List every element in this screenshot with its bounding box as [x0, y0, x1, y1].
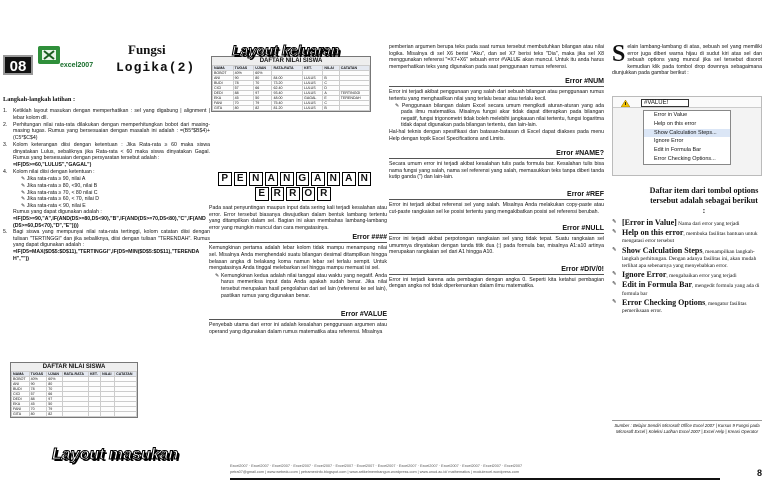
grade-item: ✎ Jika rata-rata ≥ 90, nilai A — [21, 176, 86, 183]
table-cell: GAGAL — [303, 96, 323, 101]
table-cell: NAMA — [213, 66, 234, 71]
table-cell: A — [323, 91, 339, 96]
table-cell: TUGAS — [29, 372, 47, 377]
table-cell: 80 — [29, 412, 47, 417]
table-cell: 50 — [47, 402, 63, 407]
table-cell: 80 — [254, 76, 272, 81]
rumus-intro: Rumus yang dapat digunakan adalah : — [13, 209, 102, 216]
num-bullet: ✎ Penggunaan bilangan dalam Excel secara umum mengikuti aturan-aturan yang ada pada ilmu matematika. Misalnya fungsi akar tidak dapat diterapkan pada bilangan negatif, fungsi trigonometri tidak boleh melebihi jangkauan nilai tertentu, fungsi logaritma tidak dapat digunakan pada bilangan tertentu, dan lain-lain. — [395, 102, 605, 129]
grade-item: ✎ Jika rata-rata < 90, nilai E — [21, 202, 86, 209]
table-row — [213, 106, 370, 111]
table-cell: 60% — [47, 377, 63, 382]
table-row — [213, 66, 370, 71]
table-cell: 80 — [47, 382, 63, 387]
table-cell: 40% — [29, 377, 47, 382]
num-after: Hal-hal teknis dengan spesifikasi dan batasan-batasan di Excel dapat diakses pada menu Help dengan topik Excel Specifications and Limits. — [389, 128, 604, 142]
chapter-title: Fungsi — [128, 42, 166, 57]
table-cell: 45 — [233, 96, 254, 101]
error-options-menu — [643, 110, 731, 165]
table-cell: NAMA — [12, 372, 30, 377]
heading-error-hash: Error #### — [209, 234, 387, 243]
heading-letter: E — [234, 172, 248, 186]
options-list — [612, 219, 764, 316]
table-cell: GITA — [213, 106, 234, 111]
drop-cap: S — [612, 41, 626, 67]
table-cell: CATATAN — [339, 66, 369, 71]
table-cell: LULUS — [303, 81, 323, 86]
step-item: 2. Perhitungan nilai rata-rata dilakukan dengan memperhitungkan bobot dari masing-masing tugas. Rumus yang bersesuaian dengan masalah ini adalah : =(B5*$B$4)+(C5*$C$4) — [3, 121, 210, 141]
table-cell: 97 — [254, 91, 272, 96]
table-cell: 50 — [254, 96, 272, 101]
table-cell: ANI — [213, 76, 234, 81]
formula-ket: =IF(D5>=60,"LULUS","GAGAL") — [13, 162, 92, 169]
output-table — [211, 56, 371, 112]
heading-error-null: Error #NULL — [389, 225, 604, 234]
input-table — [10, 362, 138, 418]
table-cell: FANI — [213, 101, 234, 106]
table-cell: 82 — [47, 412, 63, 417]
menu-item-error-in-value[interactable]: Error in Value — [654, 112, 688, 118]
right-text — [389, 44, 604, 290]
steps-heading: Langkah-langkah latihan : — [3, 96, 76, 103]
table-cell: 60% — [254, 71, 272, 76]
table-cell: UJIAN — [47, 372, 63, 377]
table-cell: 90 — [29, 382, 47, 387]
table-cell: BUDI — [12, 387, 30, 392]
pencil-icon: ✎ — [612, 271, 617, 278]
table-cell: 62.40 — [272, 86, 303, 91]
table-cell: E — [323, 96, 339, 101]
div-paragraph: Error ini terjadi karena ada pembagian dengan angka 0. Seperti kita ketahui pembagian dengan angka nol tidak diperkenankan dalam ilmu matematika. — [389, 276, 604, 290]
steps-list — [3, 108, 210, 263]
heading-letter: A — [265, 172, 279, 186]
table-cell: 78 — [29, 387, 47, 392]
pencil-icon: ✎ — [612, 219, 617, 225]
table-cell: 78 — [233, 81, 254, 86]
table-cell: 90 — [233, 76, 254, 81]
heading-letter: N — [280, 172, 294, 186]
table-cell: 79 — [47, 407, 63, 412]
table-cell: LULUS — [303, 101, 323, 106]
table-row — [12, 372, 137, 377]
middle-text — [209, 205, 387, 335]
table-row — [12, 412, 137, 417]
heading-penanganan — [218, 172, 371, 186]
source-note: Sumber : Belajar Sendiri Microsoft Office Excel 2007 | Kursus 9 Fungsi pada Microsoft Excel | Koleksi Latihan Excel 2007 | Excel Help | Kreasi Operator — [612, 420, 762, 434]
menu-item-ignore[interactable]: Ignore Error — [654, 138, 684, 145]
table-cell: B — [323, 106, 339, 111]
heading-letter: R — [271, 187, 285, 201]
output-table-grid — [212, 65, 370, 111]
heading-error-ref: Error #REF — [389, 191, 604, 200]
heading-error-div: Error #DIV/0! — [389, 266, 604, 275]
warning-icon[interactable] — [621, 100, 630, 107]
table-cell: FANI — [12, 407, 30, 412]
table-cell — [339, 106, 369, 111]
table-cell: 84.00 — [272, 76, 303, 81]
null-paragraph: Error ini terjadi akibat perpotongan rangkaian sel yang tidak tepat. Suatu rangkaian sel umumnya dinyatakan dengan tanda titik dua (:) pada formula bar, misalnya A1:a10 artinya merupakan rangkaian sel dari A1 hingga A10. — [389, 236, 604, 256]
input-table-title: DAFTAR NILAI SISWA — [11, 363, 137, 371]
table-cell: CICI — [12, 392, 30, 397]
table-cell: 79 — [254, 101, 272, 106]
list-item: ✎ [Error in Value] Nama dari error yang terjadi — [612, 218, 740, 227]
table-cell: 97 — [47, 397, 63, 402]
heading-error-num: Error #NUM — [389, 78, 604, 87]
table-cell: EKA — [213, 96, 234, 101]
table-cell: B — [323, 76, 339, 81]
num-paragraph: Error ini terjadi akibat penggunaan yang salah dari sebuah bilangan atau penggunaan rumus tertentu yang menghasilkan nilai yang terlalu besar atau terlalu kecil. — [389, 89, 604, 102]
heading-error-value: Error #VALUE — [209, 311, 387, 320]
logo-text: excel2007 — [60, 62, 94, 69]
table-cell: 70 — [254, 81, 272, 86]
table-cell: 82 — [254, 106, 272, 111]
options-list-title: Daftar item dari tombol options tersebut adalah sebagai berikut : — [649, 186, 759, 215]
heading-letter: R — [286, 187, 300, 201]
table-cell: 80 — [233, 106, 254, 111]
table-cell: TUGAS — [233, 66, 254, 71]
heading-letter: N — [358, 172, 372, 186]
output-table-title: DAFTAR NILAI SISWA — [212, 57, 370, 65]
pencil-icon: ✎ — [612, 298, 617, 305]
heading-letter: O — [302, 187, 316, 201]
heading-letter: G — [296, 172, 310, 186]
table-cell: 70 — [29, 407, 47, 412]
menu-item-edit-formula-bar[interactable]: Edit in Formula Bar — [654, 147, 702, 154]
table-cell: 73.20 — [272, 81, 303, 86]
table-cell: C — [323, 101, 339, 106]
menu-item-show-steps[interactable]: Show Calculation Steps... — [644, 129, 730, 138]
heading-letter: E — [255, 187, 269, 201]
ref-paragraph: Error ini terjadi akibat referensi sel yang salah. Misalnya Anda melakukan copy-paste atau cut-paste rangkaian sel ke posisi tertentu yang mengakibatkan posisi sel referensi berubah. — [389, 201, 604, 215]
table-cell: GITA — [12, 412, 30, 417]
layout-keluaran-label: Layout keluaran — [232, 42, 340, 58]
step-item: 5. Bagi siswa yang mempunyai nilai rata-rata tertinggi, kolom catatan diisi dengan tulisan "TERTINGGI" dan jika sebaliknya, diisi dengan tulisan "TERENDAH". Rumus yang dapat digunakan adalah : — [3, 229, 210, 249]
table-cell: DEDI — [12, 397, 30, 402]
table-cell — [62, 412, 88, 417]
chapter-subtitle: Logika(2) — [116, 60, 196, 75]
table-cell — [88, 412, 100, 417]
heading-letter: P — [218, 172, 232, 186]
footer-bar — [230, 478, 720, 480]
chapter-number: 08 — [3, 55, 33, 75]
list-item: ✎ Ignore Error, mengabaikan error yang terjadi — [612, 270, 737, 280]
table-cell: BUDI — [213, 81, 234, 86]
table-cell: 70 — [233, 101, 254, 106]
pencil-icon: ✎ — [612, 246, 617, 253]
table-cell: DEDI — [213, 91, 234, 96]
excel-logo-icon — [34, 42, 74, 76]
table-cell: LULUS — [303, 76, 323, 81]
table-cell: 57 — [233, 86, 254, 91]
table-cell: EKA — [12, 402, 30, 407]
hash-paragraph: Kemungkinan pertama adalah lebar kolom tidak mampu menampung nilai sel. Misalnya Anda menghendaki suatu bilangan desimal ditampilkan hingga belasan angka di belakang koma namun lebar sel terlalu sempit. Untuk mengatasinya Anda tinggal melebarkan sel hingga mampu memuat isi sel. — [209, 245, 387, 272]
table-cell: 45 — [29, 402, 47, 407]
table-cell: 93.40 — [272, 91, 303, 96]
heading-letter: A — [311, 172, 325, 186]
far-intro: Selain lambang-lambang di atas, sebuah sel yang memiliki error juga diberi warna hijau di sudut kiri atas sel dan sebuah options yang muncul jika sel tersebut disorot kemudian klik pada tombol drop downnya sebagaimana diunjukkan pada gambar berikut : — [612, 41, 762, 77]
footer-links: petra07@gmail.com | www.webedu.com | petramexinfo.blogspot.com | www.artikelmembangun.wordpress.com | www.unud.ac.id/ mathematics | modulexcel.wordpress.com — [230, 470, 520, 474]
step-item: 3. Kolom keterangan diisi dengan ketentuan : Jika Rata-rata ≥ 60 maka siswa dinyatakan Lulus, sebaliknya jika Rata-rata < 60 maka siswa dinyatakan Gagal. Rumus yang bersesuaian dengan persyaratan tersebut adalah : — [3, 141, 210, 162]
heading-error — [255, 187, 331, 201]
input-table-grid — [11, 371, 137, 417]
heading-letter: R — [317, 187, 331, 201]
heading-error-name: Error #NAME? — [389, 150, 604, 159]
table-cell: LULUS — [303, 106, 323, 111]
menu-item-help[interactable]: Help on this error — [654, 120, 697, 127]
table-cell: ANI — [12, 382, 30, 387]
table-cell — [115, 412, 137, 417]
footer-repeat: Excel2007 · Excel2007 · Excel2007 · Excel2007 · Excel2007 · Excel2007 · Excel2007 · Excel2007 · Excel2007 · Excel2007 · Excel2007 · Excel2007 · Excel2007 · Excel2007 — [230, 464, 523, 468]
table-cell — [101, 412, 115, 417]
list-item: ✎ Show Calculation Steps, menampilkan langkah-langkah perhitungan. Dengan adanya fasilitas ini, akan mudah terlihat apa sebenarnya yang menyebabkan error. — [612, 245, 757, 270]
grade-item: ✎ Jika rata-rata ≥ 60, < 70, nilai D — [21, 196, 99, 203]
page-number: 8 — [756, 468, 762, 478]
step-item: 1. Ketiklah layout masukan dengan memperhatikan : sel yang digabung | alignment | lebar kolom dll. — [3, 108, 210, 121]
table-cell: 88 — [233, 91, 254, 96]
table-cell: 81.20 — [272, 106, 303, 111]
table-cell: UJIAN — [254, 66, 272, 71]
table-cell: CICI — [213, 86, 234, 91]
menu-item-error-checking[interactable]: Error Checking Options... — [654, 155, 716, 162]
table-cell: NILAI — [323, 66, 339, 71]
formula-catatan: =IF(D5=MAX($D$5:$D$11),"TERTINGGI",IF(D5=MIN($D$5:$D$11),"TERENDAH","")) — [13, 249, 200, 263]
list-item: ✎ Error Checking Options, mengatur fasilitas pemeriksaan error. — [612, 297, 747, 315]
list-item: ✎ Help on this error, membuka fasilitas bantuan untuk mengatasi error tersebut — [612, 228, 758, 245]
table-cell: NILAI — [101, 372, 115, 377]
value-continued: pemberian argumen berupa teks pada saat rumus tersebut membutuhkan bilangan atau nilai logika. Misalnya di sel X6 berisi "Aku", dan sel X7 berisi teks "Dia", maka jika sel X8 menggunakan referensi "=X7+X6" sebuah error #VALUE akan muncul. Untuk itu anda harus memperhatikan teks yang digunakan pada saat penggunaan rumus referensi. — [389, 44, 604, 70]
heading-letter: A — [342, 172, 356, 186]
table-cell: LULUS — [303, 91, 323, 96]
table-cell: 75.40 — [272, 101, 303, 106]
table-cell: 66 — [254, 86, 272, 91]
table-cell: TERTINGGI — [339, 91, 369, 96]
formula-nilai: =IF(D5>=90,"A",IF(AND(D5>=80,D5<90),"B",IF(AND(D5>=70,D5<80),"C",IF(AND(D5>=60,D5<70),"D","E")))) — [13, 216, 206, 229]
table-cell: BOBOT — [213, 71, 234, 76]
error-options-screenshot — [612, 96, 762, 176]
intro-paragraph: Pada saat penyuntingan maupun input data sering kali terjadi kesalahan atau error. Error tersebut biasanya diwujudkan dalam bentuk lambang tertentu yang ditampilkan dalam sel. Bagian ini akan membahas lambang-lambang error yang mungkin muncul dan cara mengatasinya. — [209, 205, 387, 231]
heading-letter: N — [327, 172, 341, 186]
table-cell: LULUS — [303, 86, 323, 91]
step-item: 4. Kolom nilai diisi dengan ketentuan : — [3, 169, 95, 176]
table-cell: KET. — [88, 372, 100, 377]
value-paragraph: Penyebab utama dari error ini adalah kesalahan penggunaan argumen atau operand yang digunakan dalam rumus matematika atau referensi. Misalnya — [209, 322, 387, 335]
hash-bullet: ✎ Kemungkinan kedua adalah nilai tanggal atau waktu yang negatif. Anda harus memeriksa input data Anda apakah sudah benar. Jika nilai tersebut merupakan hasil pengolahan dari sel lain (referensi ke sel lain), pastikan rumus yang digunakan benar. — [215, 272, 387, 299]
table-cell: TERENDAH — [339, 96, 369, 101]
table-cell: RATA-RATA — [62, 372, 88, 377]
table-cell: CATATAN — [115, 372, 137, 377]
table-cell: 88 — [29, 397, 47, 402]
grade-item: ✎ Jika rata-rata ≥ 70, < 80 nilai C — [21, 189, 98, 196]
table-cell: BOBOT — [12, 377, 30, 382]
table-cell: 40% — [233, 71, 254, 76]
list-item: ✎ Edit in Formula Bar, mengedit formula yang ada di formula bar — [612, 280, 760, 297]
table-cell: KET. — [303, 66, 323, 71]
table-cell: 70 — [47, 387, 63, 392]
table-cell: D — [323, 86, 339, 91]
table-cell: 48.00 — [272, 96, 303, 101]
heading-letter: N — [249, 172, 263, 186]
pencil-icon: ✎ — [612, 229, 617, 236]
layout-masukan-label: Layout masukan — [52, 446, 179, 463]
error-cell[interactable]: #VALUE! — [641, 99, 689, 107]
pencil-icon: ✎ — [612, 281, 617, 288]
name-paragraph: Secara umum error ini terjadi akibat kesalahan tulis pada formula bar. Kesalahan tulis bisa nama fungsi yang salah, nama sel referensi yang salah, memasukkan teks tanpa diberi tanda kutip ganda (") dan lain-lain. — [389, 161, 604, 181]
table-cell: 66 — [47, 392, 63, 397]
grade-item: ✎ Jika rata-rata ≥ 80, <90, nilai B — [21, 183, 98, 190]
table-cell: C — [323, 81, 339, 86]
table-cell: 57 — [29, 392, 47, 397]
table-cell: RATA-RATA — [272, 66, 303, 71]
